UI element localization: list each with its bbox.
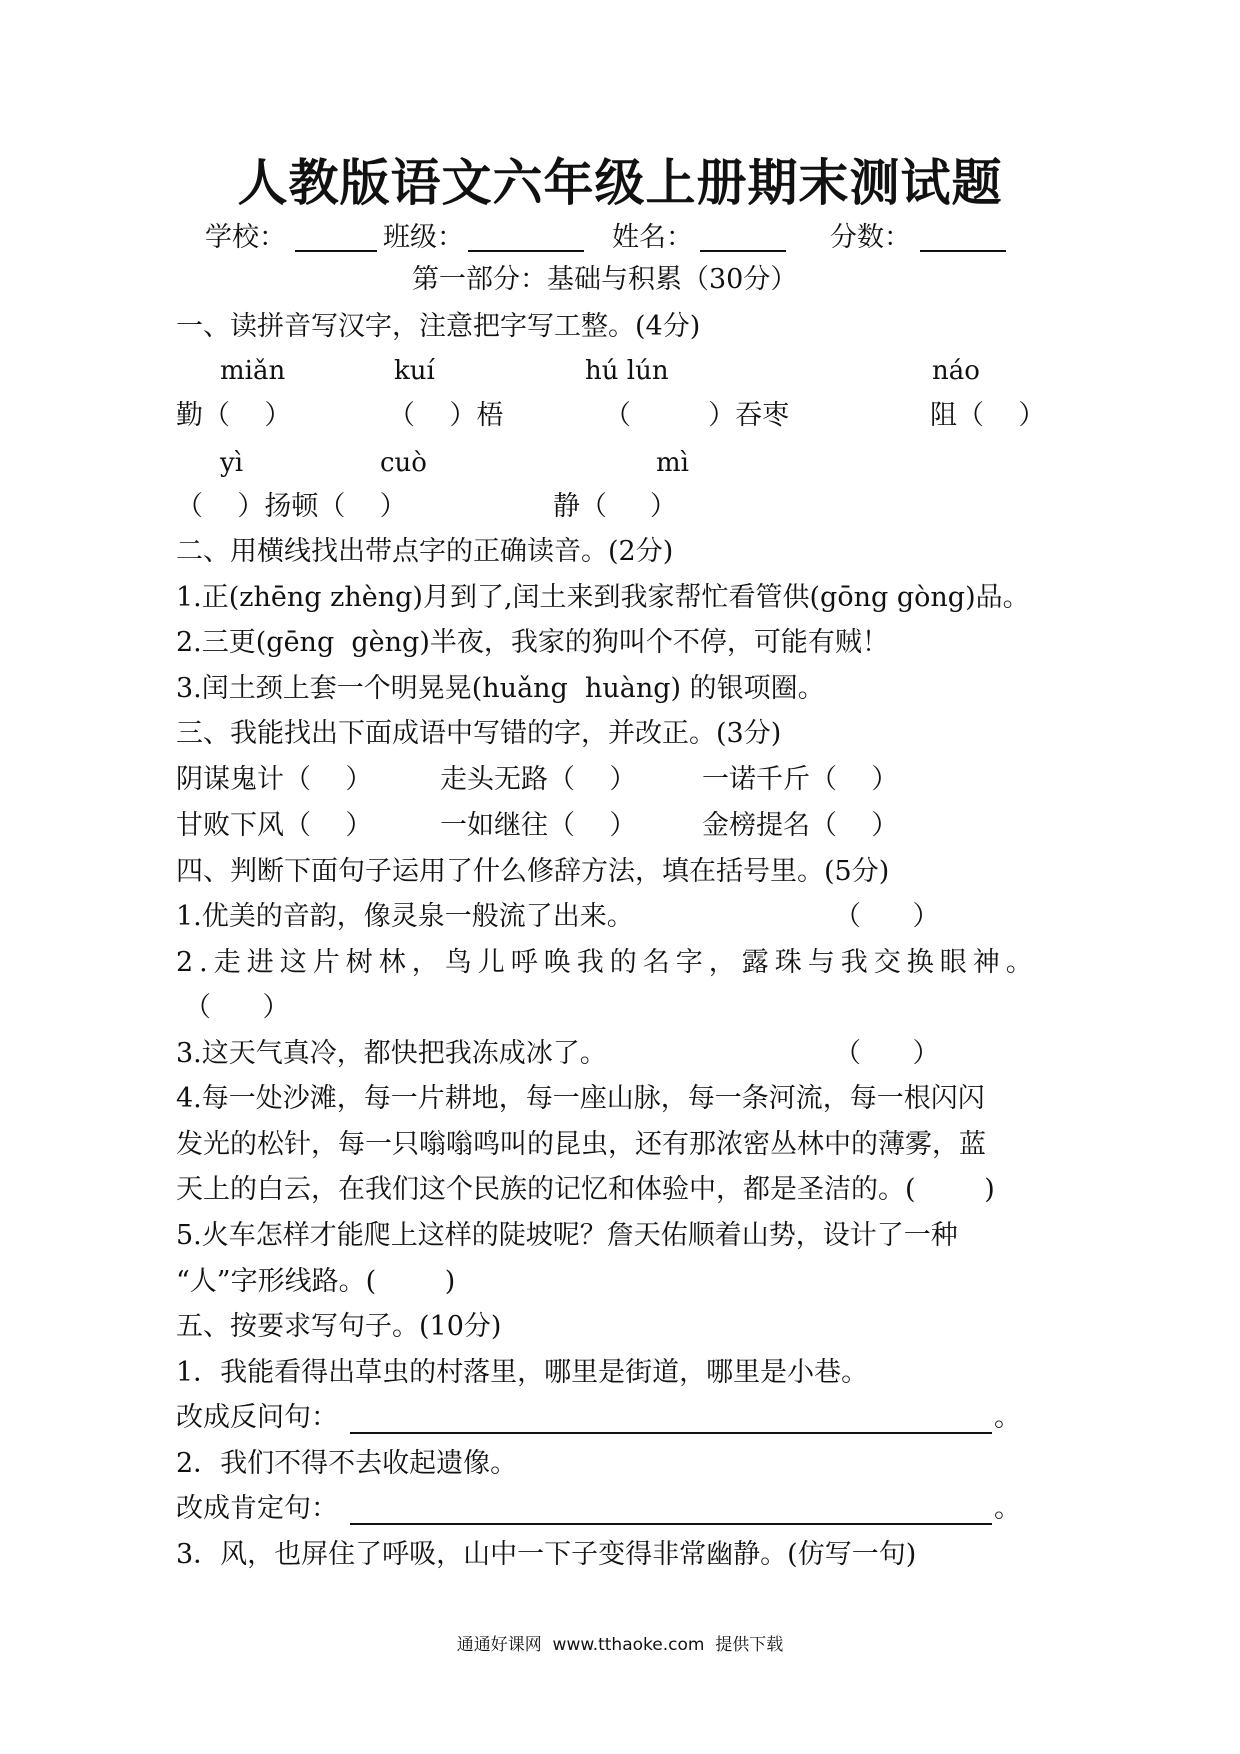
q4-sentence-line: 天上的白云，在我们这个民族的记忆和体验中，都是圣洁的。( ) (176, 1174, 995, 1205)
q1-item: （ ）扬顿（ ） (176, 491, 407, 522)
q5-answer-line[interactable] (350, 1406, 992, 1434)
q5-period: 。 (994, 1402, 1021, 1433)
q1-item: （ ）吞枣 (604, 400, 790, 431)
q1-pinyin: mì (656, 448, 689, 478)
q3-heading: 三、我能找出下面成语中写错的字，并改正。(3分) (176, 718, 782, 749)
q4-answer-paren[interactable]: （ ） (834, 1038, 940, 1069)
q1-item: （ ）梧 (388, 400, 504, 431)
q1-item: 静（ ） (553, 491, 677, 522)
q4-sentence-line: 4.每一处沙滩，每一片耕地，每一座山脉，每一条河流，每一根闪闪 (176, 1083, 985, 1114)
score-blank[interactable] (920, 224, 1006, 252)
q1-heading: 一、读拼音写汉字，注意把字写工整。(4分) (176, 311, 701, 342)
q3-item: 一如继往（ ） (440, 810, 637, 841)
q5-requirement: 改成反问句： (176, 1402, 338, 1433)
q4-sentence: 3.这天气真冷，都快把我冻成冰了。 (176, 1038, 607, 1069)
class-blank[interactable] (468, 224, 584, 252)
q5-answer-line[interactable] (350, 1497, 992, 1525)
q4-answer-paren[interactable]: （ ） (184, 992, 290, 1023)
q1-pinyin: náo (932, 356, 980, 386)
page-footer: 通通好课网 www.tthaoke.com 提供下载 (456, 1635, 784, 1655)
q5-requirement: 改成肯定句： (176, 1493, 338, 1524)
q4-sentence-line: 发光的松针，每一只嗡嗡鸣叫的昆虫，还有那浓密丛林中的薄雾，蓝 (176, 1129, 986, 1160)
q1-pinyin: kuí (394, 356, 435, 386)
q1-item: 勤（ ） (176, 400, 292, 431)
q3-item: 走头无路（ ） (440, 764, 637, 795)
q1-pinyin: yì (220, 448, 244, 478)
q2-item: 1.正(zhēng zhèng)月到了,闰土来到我家帮忙看管供(gōng gòng)品。 (176, 582, 1030, 613)
page-title: 人教版语文六年级上册期末测试题 (237, 154, 1003, 212)
q5-sentence: 1．我能看得出草虫的村落里，哪里是街道，哪里是小巷。 (176, 1357, 869, 1388)
q4-sentence: 1.优美的音韵，像灵泉一般流了出来。 (176, 901, 634, 932)
q1-item: 阻（ ） (930, 400, 1046, 431)
q4-answer-paren[interactable]: （ ） (834, 901, 940, 932)
name-label: 姓名： (612, 222, 693, 253)
q1-pinyin: cuò (380, 448, 427, 478)
q3-item: 一诺千斤（ ） (702, 764, 899, 795)
q5-sentence: 2．我们不得不去收起遗像。 (176, 1448, 518, 1479)
part1-title: 第一部分：基础与积累（30分） (412, 264, 798, 295)
q3-item: 金榜提名（ ） (702, 810, 899, 841)
q4-sentence: 2.走进这片树林，鸟儿呼唤我的名字，露珠与我交换眼神。 (176, 947, 1039, 978)
school-label: 学校： (205, 222, 286, 253)
q5-heading: 五、按要求写句子。(10分) (176, 1311, 502, 1342)
class-label: 班级： (383, 222, 464, 253)
q3-item: 阴谋鬼计（ ） (176, 764, 373, 795)
q4-sentence-line: 5.火车怎样才能爬上这样的陡坡呢？詹天佑顺着山势，设计了一种 (176, 1220, 958, 1251)
q4-sentence-line: “人”字形线路。( ) (176, 1266, 456, 1297)
school-blank[interactable] (295, 224, 377, 252)
q5-sentence: 3．风，也屏住了呼吸，山中一下子变得非常幽静。(仿写一句) (176, 1539, 917, 1570)
q1-pinyin: miǎn (220, 356, 286, 386)
q1-pinyin: hú lún (585, 356, 669, 386)
q5-period: 。 (994, 1493, 1021, 1524)
q2-item: 2.三更(gēng gèng)半夜，我家的狗叫个不停，可能有贼！ (176, 627, 889, 658)
name-blank[interactable] (700, 224, 786, 252)
q3-item: 甘败下风（ ） (176, 810, 373, 841)
score-label: 分数： (830, 222, 911, 253)
q2-heading: 二、用横线找出带点字的正确读音。(2分) (176, 536, 674, 567)
q2-item: 3.闰土颈上套一个明晃晃(huǎng huàng) 的银项圈。 (176, 673, 825, 704)
q4-heading: 四、判断下面句子运用了什么修辞方法，填在括号里。(5分) (176, 856, 890, 887)
